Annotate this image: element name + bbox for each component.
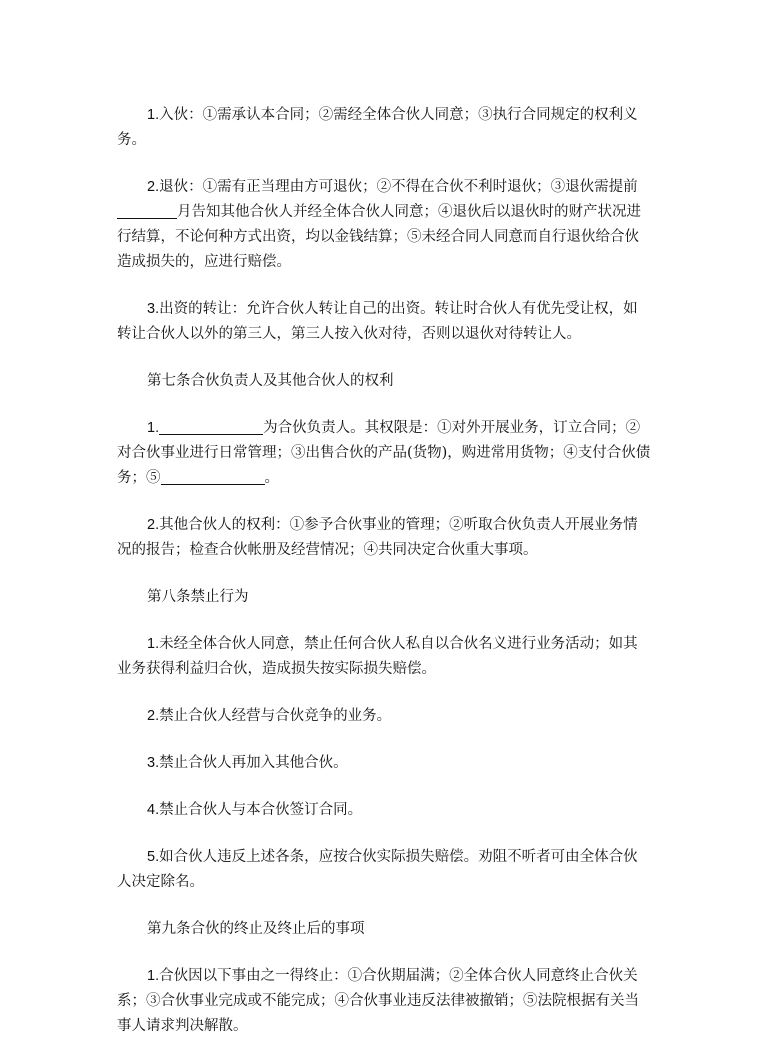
paragraph-text: 其他合伙人的权利：①参予合伙事业的管理；②听取合伙负责人开展业务情况的报告；检查合伙帐册及经营情况；④共同决定合伙重大事项。 bbox=[117, 517, 638, 558]
paragraph-withdraw bbox=[117, 175, 652, 275]
paragraph-text: 退伙：①需有正当理由方可退伙；②不得在合伙不利时退伙；③退伙需提前 bbox=[159, 179, 638, 195]
paragraph-text: 禁止合伙人经营与合伙竞争的业务。 bbox=[159, 708, 392, 724]
paragraph-text: 禁止合伙人再加入其他合伙。 bbox=[159, 755, 348, 771]
paragraph-text: 月告知其他合伙人并经全体合伙人同意；④退伙后以退伙时的财产状况进行结算，不论何种方式出资，均以金钱结算；⑤未经合同人同意而自行退伙给合伙造成损失的，应进行赔偿。 bbox=[117, 204, 641, 270]
paragraph-text: 入伙：①需承认本合同；②需经全体合伙人同意；③执行合同规定的权利义务。 bbox=[117, 107, 638, 148]
item-number: 2. bbox=[147, 179, 160, 195]
paragraph-join bbox=[117, 103, 652, 153]
paragraph-text: 为合伙负责人。其权限是：①对外开展业务，订立合同；②对合伙事业进行日常管理；③出售合伙的产品(货物)，购进常用货物；④支付合伙债务；⑤ bbox=[117, 420, 651, 486]
paragraph-text: 出资的转让：允许合伙人转让自己的出资。转让时合伙人有优先受让权，如转让合伙人以外的第三人，第三人按入伙对待，否则以退伙对待转让人。 bbox=[117, 301, 638, 342]
item-number: 1. bbox=[147, 420, 160, 436]
paragraph-prohibition-4 bbox=[117, 798, 652, 823]
paragraph-responsible-person bbox=[117, 416, 652, 491]
paragraph-partner-rights bbox=[117, 513, 652, 563]
item-number: 5. bbox=[147, 849, 160, 865]
item-number: 2. bbox=[147, 517, 160, 533]
paragraph-termination bbox=[117, 964, 652, 1039]
paragraph-prohibition-5 bbox=[117, 845, 652, 895]
section-heading-article-8: 第八条禁止行为 bbox=[147, 589, 249, 605]
fill-in-blank bbox=[159, 417, 263, 435]
fill-in-blank bbox=[161, 467, 265, 485]
paragraph-text: 未经全体合伙人同意，禁止任何合伙人私自以合伙名义进行业务活动；如其业务获得利益归合伙，造成损失按实际损失赔偿。 bbox=[117, 636, 638, 677]
paragraph-prohibition-3 bbox=[117, 751, 652, 776]
paragraph-text: 如合伙人违反上述各条，应按合伙实际损失赔偿。劝阻不听者可由全体合伙人决定除名。 bbox=[117, 849, 638, 890]
item-number: 3. bbox=[147, 301, 160, 317]
paragraph-text: 合伙因以下事由之一得终止：①合伙期届满；②全体合伙人同意终止合伙关系；③合伙事业完成或不能完成；④合伙事业违反法律被撤销；⑤法院根据有关当事人请求判决解散。 bbox=[117, 968, 639, 1034]
document-page bbox=[117, 103, 652, 1061]
item-number: 1. bbox=[147, 636, 160, 652]
paragraph-transfer bbox=[117, 297, 652, 347]
item-number: 1. bbox=[147, 968, 160, 984]
section-heading-article-9: 第九条合伙的终止及终止后的事项 bbox=[147, 921, 365, 937]
paragraph-text: 禁止合伙人与本合伙签订合同。 bbox=[159, 802, 363, 818]
paragraph-prohibition-2 bbox=[117, 704, 652, 729]
paragraph-text: 。 bbox=[264, 470, 279, 486]
section-heading-article-7: 第七条合伙负责人及其他合伙人的权利 bbox=[147, 373, 394, 389]
item-number: 2. bbox=[147, 708, 160, 724]
paragraph-prohibition-1 bbox=[117, 632, 652, 682]
fill-in-blank bbox=[117, 201, 177, 219]
item-number: 3. bbox=[147, 755, 160, 771]
item-number: 4. bbox=[147, 802, 160, 818]
item-number: 1. bbox=[147, 107, 160, 123]
